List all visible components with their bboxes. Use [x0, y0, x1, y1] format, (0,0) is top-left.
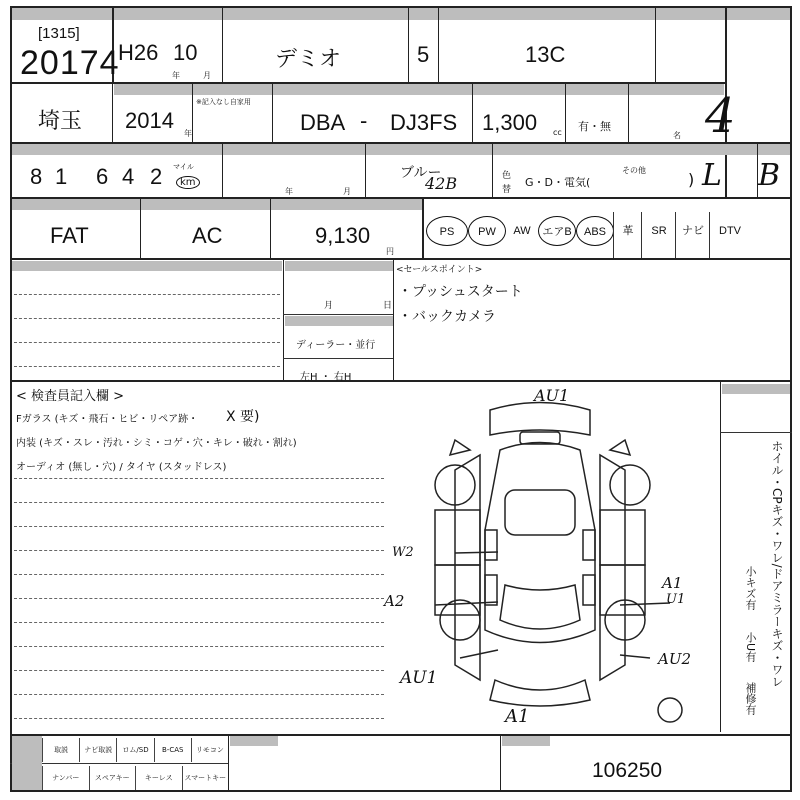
annotation-line	[460, 650, 498, 658]
header-label-bar	[12, 8, 790, 20]
footer-items-bottom	[42, 766, 228, 790]
sales-point: ・プッシュスタート	[398, 284, 523, 300]
left-front-door	[435, 510, 480, 565]
row2-label-bar	[114, 84, 724, 95]
footer-item: キーレス	[135, 766, 182, 790]
left-window	[485, 530, 497, 560]
fuel-other: その他	[622, 166, 646, 175]
mile-label: マイル	[173, 163, 194, 171]
inspector-line	[14, 526, 384, 527]
stock-number: 106250	[592, 759, 663, 782]
option-dtv: DTV	[719, 225, 741, 237]
yen-label: 円	[386, 247, 394, 256]
registration-label-bar	[285, 261, 393, 271]
model-prefix: DBA	[300, 110, 346, 135]
interior-line: 内装 (キズ・スレ・汚れ・シミ・コゲ・穴・キレ・破れ・割れ)	[16, 438, 297, 449]
inspector-line	[14, 502, 384, 503]
registration-month: 月	[324, 301, 334, 311]
option-aw: AW	[513, 225, 531, 237]
option-エアb: エアB	[538, 216, 576, 246]
divider	[655, 8, 656, 82]
transmission: FAT	[50, 223, 89, 248]
footer-item: スペアキー	[89, 766, 136, 790]
front-bumper	[490, 403, 590, 436]
option-ps: PS	[426, 216, 468, 246]
mileage-digit: 8	[30, 164, 43, 189]
divider	[472, 84, 473, 142]
legend-vertical: ホイル・CPキズ・ワレ/ドアミラーキズ・ワレ	[770, 440, 784, 688]
month: 10	[173, 40, 198, 65]
divider	[192, 84, 193, 142]
year-era: H26	[118, 40, 159, 65]
footer-reg-label	[230, 736, 278, 746]
steering-divider	[283, 358, 393, 359]
divider	[283, 260, 284, 380]
color-printed: ブルー	[400, 165, 442, 181]
import-type: ディーラー・並行	[296, 340, 376, 351]
fuel-options: G・D・電気(	[525, 176, 591, 189]
divider	[222, 8, 223, 82]
divider	[222, 144, 223, 198]
inspector-line	[14, 622, 384, 623]
displacement: 1,300	[482, 110, 538, 135]
doors: 5	[417, 42, 430, 67]
legend-small: 補修有	[744, 682, 757, 715]
inspector-line	[14, 478, 384, 479]
divider	[272, 84, 273, 142]
option-divider	[709, 212, 710, 258]
right-window	[583, 575, 595, 605]
turbo-option: 有・無	[578, 120, 611, 133]
legend-divider	[720, 432, 792, 433]
divider	[408, 8, 409, 82]
interior-grade: B	[758, 158, 781, 193]
footer-stock-label	[502, 736, 550, 746]
lot-number: 20174	[20, 44, 120, 82]
inspector-line	[14, 598, 384, 599]
recycle-fee: 9,130	[315, 223, 371, 248]
footer-item: リモコン	[191, 738, 228, 762]
right-front-door	[600, 510, 645, 565]
annotation-line	[455, 552, 498, 553]
damage-mark: A2	[384, 592, 405, 610]
legend-small: 小U有	[744, 632, 757, 663]
spare-wheel	[658, 698, 682, 722]
inspector-line	[14, 646, 384, 647]
divider	[140, 199, 141, 258]
rear-bumper	[490, 680, 590, 706]
left-side-body	[455, 455, 480, 680]
left-rear-door	[435, 565, 480, 615]
footer-item: ナンバー	[42, 766, 89, 790]
windshield-mark: X 要)	[226, 409, 260, 425]
divider	[500, 734, 501, 792]
divider	[228, 734, 229, 792]
left-rear-wheel	[440, 600, 480, 640]
footer-label-block	[12, 736, 42, 790]
mileage-digit: 2	[150, 164, 163, 189]
footer-mid-border	[10, 763, 228, 764]
option-pw: PW	[468, 216, 506, 246]
color-change-label-bottom: 替	[502, 185, 512, 195]
row4-bottom-border	[10, 258, 792, 260]
option-sr: SR	[651, 225, 667, 237]
damage-mark: U1	[666, 592, 686, 607]
options-row	[424, 212, 790, 258]
km-label: km	[176, 176, 200, 189]
right-side-body	[600, 455, 625, 680]
model-name: デミオ	[275, 47, 342, 72]
rear-glass	[500, 585, 580, 629]
damage-mark: A1	[662, 574, 683, 592]
divider	[393, 260, 394, 380]
divider	[720, 382, 721, 732]
cc-label: cc	[553, 128, 562, 137]
row3-label-bar	[12, 144, 790, 155]
inspector-line	[14, 694, 384, 695]
note-line	[14, 318, 280, 319]
annotation-line	[620, 603, 670, 605]
divider	[492, 144, 493, 198]
windshield-line: Fガラス (キズ・飛石・ヒビ・リペア跡・	[16, 414, 199, 425]
divider	[270, 199, 271, 258]
option-革: 革	[622, 225, 634, 237]
capacity-label: 名	[673, 131, 681, 140]
inspector-line	[14, 550, 384, 551]
divider	[565, 84, 566, 142]
inspector-line	[14, 670, 384, 671]
inspector-line	[14, 574, 384, 575]
import-label-bar	[285, 316, 393, 326]
divider	[438, 8, 439, 82]
registration-divider	[283, 314, 393, 315]
damage-mark: AU2	[658, 650, 692, 668]
sales-point: ・バックカメラ	[398, 309, 496, 325]
exterior-grade: L	[702, 158, 722, 193]
footer-item: 取説	[42, 738, 79, 762]
inspector-line	[14, 718, 384, 719]
right-mirror	[610, 440, 630, 455]
notes-label-bar	[12, 261, 282, 271]
right-front-wheel	[610, 465, 650, 505]
model-code: DJ3FS	[390, 110, 458, 135]
inspector-title: < 検査員記入欄 >	[16, 389, 125, 404]
divider	[112, 84, 113, 142]
color-change-label-top: 色	[502, 171, 512, 181]
option-divider	[675, 212, 676, 258]
mileage-digit: 1	[55, 164, 68, 189]
footer-item: B-CAS	[154, 738, 191, 762]
year-small-label: 年	[172, 71, 180, 80]
region: 埼玉	[38, 109, 83, 134]
model-dash: -	[360, 108, 368, 133]
mileage-digit: 6	[96, 164, 109, 189]
audio-tire-line: オーディオ (無し・穴) / タイヤ (スタッドレス)	[16, 462, 227, 473]
year-western: 2014	[125, 108, 174, 133]
option-divider	[613, 212, 614, 258]
inspection-year-label: 年	[285, 187, 293, 196]
month-small-label: 月	[203, 71, 211, 80]
steering: 左H ・ 右H	[300, 372, 352, 383]
option-ナビ: ナビ	[682, 225, 704, 237]
damage-mark: AU1	[534, 386, 570, 405]
legend-header	[722, 384, 790, 394]
damage-mark: W2	[392, 545, 414, 560]
lot-code: [1315]	[38, 25, 80, 42]
note-line	[14, 342, 280, 343]
row4-label-bar	[12, 199, 422, 210]
registration-day: 日	[383, 301, 393, 311]
handwritten-score: 4	[705, 88, 736, 144]
legend-small: 小キズ有	[744, 566, 757, 610]
note-line	[14, 294, 280, 295]
aircon: AC	[192, 223, 223, 248]
divider	[628, 84, 629, 142]
color-code-handwritten: 42B	[425, 174, 458, 193]
left-mirror	[450, 440, 470, 455]
mileage-digit: 4	[122, 164, 135, 189]
damage-mark: AU1	[400, 668, 438, 688]
year-label: 年	[184, 129, 192, 138]
left-window	[485, 575, 497, 605]
sunroof-panel	[505, 490, 575, 535]
right-rear-door	[600, 565, 645, 615]
grade: 13C	[525, 42, 566, 67]
divider	[365, 144, 366, 198]
option-divider	[641, 212, 642, 258]
note-line	[14, 366, 280, 367]
footer-item: ナビ取説	[79, 738, 116, 762]
inspection-month-label: 月	[343, 187, 351, 196]
footer-item: スマートキー	[182, 766, 229, 790]
sales-points-title: <セールスポイント>	[396, 265, 483, 275]
fuel-close: )	[688, 170, 695, 189]
right-window	[583, 530, 595, 560]
registration-note: ※記入なし自家用	[196, 98, 251, 106]
footer-top-border	[10, 734, 792, 736]
option-abs: ABS	[576, 216, 614, 246]
damage-mark: A1	[505, 706, 530, 727]
footer-items-top	[42, 738, 228, 762]
footer-item: ロム/SD	[116, 738, 153, 762]
